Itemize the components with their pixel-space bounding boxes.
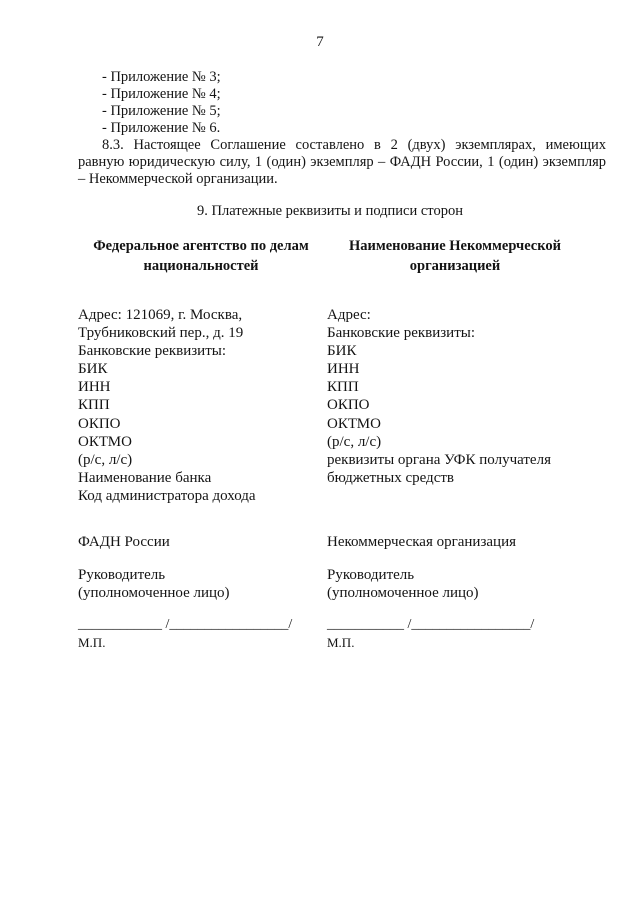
left-stamp-mark: М.П. [78, 635, 106, 650]
right-heading-line2: организацией [409, 258, 501, 274]
right-inn: ИНН [327, 361, 360, 378]
right-ufk-details-line2: бюджетных средств [327, 469, 454, 486]
right-stamp-mark: М.П. [327, 635, 355, 650]
right-role-line1: Руководитель [327, 567, 415, 583]
right-accounts: (р/с, л/с) [327, 433, 382, 450]
left-heading-line2: национальностей [143, 258, 259, 274]
left-heading-line1: Федеральное агентство по делам [93, 238, 309, 254]
right-party-details [327, 306, 617, 487]
right-role-line2: (уполномоченное лицо) [327, 585, 479, 601]
appendix-item-4: - Приложение № 4; [102, 86, 221, 102]
right-address: Адрес: [327, 307, 371, 323]
left-oktmo: ОКТМО [78, 433, 132, 450]
right-party-heading [326, 236, 584, 276]
right-heading-line1: Наименование Некоммерческой [348, 238, 562, 254]
left-inn: ИНН [78, 379, 111, 396]
left-party-heading [72, 236, 330, 276]
section-title: 9. Платежные реквизиты и подписи сторон [197, 203, 463, 219]
right-kpp: КПП [327, 379, 359, 396]
left-bank-details-label: Банковские реквизиты: [78, 343, 227, 360]
page-number: 7 [316, 34, 324, 50]
left-address-line2: Трубниковский пер., д. 19 [78, 325, 244, 342]
left-address-line1: Адрес: 121069, г. Москва, [78, 307, 243, 323]
left-revenue-admin-code: Код администратора дохода [78, 487, 256, 504]
left-party-details [78, 306, 318, 505]
left-org-name: ФАДН России [78, 534, 170, 550]
right-bik: БИК [327, 343, 357, 360]
right-okpo: ОКПО [327, 397, 370, 414]
left-signature-line: ____________ /_________________/ [78, 617, 293, 632]
appendix-item-6: - Приложение № 6. [102, 120, 221, 136]
right-ufk-details-line1: реквизиты органа УФК получателя [327, 451, 551, 468]
left-bank-name: Наименование банка [78, 469, 212, 486]
clause-8-3-line2: равную юридическую силу, 1 (один) экземпляр – ФАДН России, 1 (один) экземпляр [78, 154, 606, 170]
right-bank-details-label: Банковские реквизиты: [327, 325, 476, 342]
left-okpo: ОКПО [78, 415, 121, 432]
right-oktmo: ОКТМО [327, 415, 381, 432]
clause-8-3-line1: 8.3. Настоящее Соглашение составлено в 2 (двух) экземплярах, имеющих [102, 137, 606, 153]
left-role-line1: Руководитель [78, 567, 166, 583]
left-bik: БИК [78, 361, 108, 378]
left-role-line2: (уполномоченное лицо) [78, 585, 230, 601]
right-signature-line: ___________ /_________________/ [327, 617, 535, 632]
left-kpp: КПП [78, 397, 110, 414]
left-accounts: (р/с, л/с) [78, 451, 133, 468]
right-org-name: Некоммерческая организация [327, 534, 517, 550]
appendix-item-5: - Приложение № 5; [102, 103, 221, 119]
appendix-item-3: - Приложение № 3; [102, 69, 221, 85]
clause-8-3-line3: – Некоммерческой организации. [78, 171, 278, 187]
